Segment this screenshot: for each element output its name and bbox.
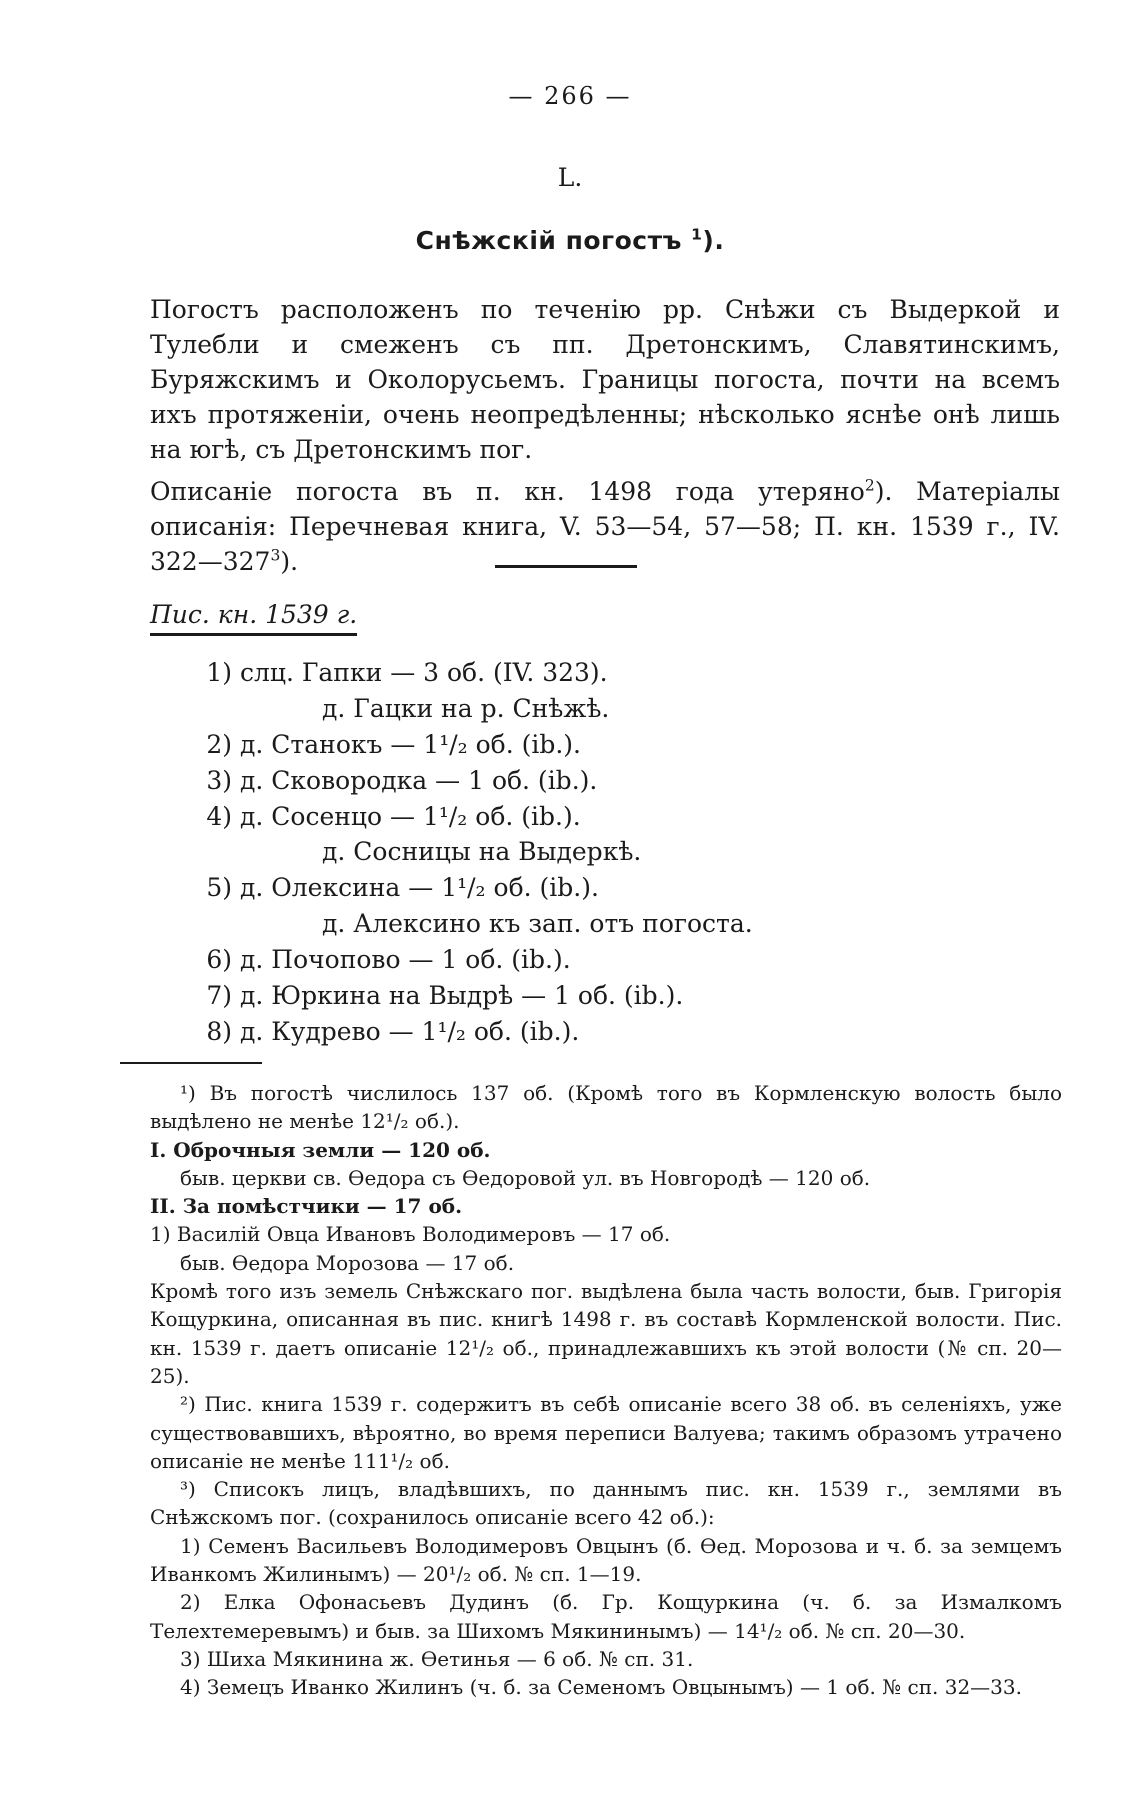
footnote-1-line: быв. церкви св. Өедора съ Өедоровой ул. въ Новгородѣ — 120 об. (180, 1165, 871, 1190)
footnote-1-heading-1 (150, 1136, 1062, 1164)
footnote-1-tail: Кромѣ того изъ земель Снѣжскаго пог. выдѣлена была часть волости, быв. Григорія Кощуркина, описанная въ пис. книгѣ 1498 г. въ составѣ Кормленской волости. Пис. кн. 1539 г. даетъ описаніе 12¹/₂ об., принадлежавшихъ къ этой волости (№ сп. 20—25). (150, 1279, 1062, 1388)
footnote-1-line: быв. Өедора Морозова — 17 об. (180, 1250, 515, 1275)
materials-note-mark: 2 (864, 476, 875, 495)
item-text: д. Кудрево — 1¹/₂ об. (ib.). (240, 1016, 580, 1046)
section-title (0, 226, 1140, 255)
materials-text-a: Описаніе погоста въ п. кн. 1498 года утеряно (150, 477, 865, 506)
footnote-3-item: 2) Елка Офонасьевъ Дудинъ (б. Гр. Кощуркина (ч. б. за Измалкомъ Телехтемеревымъ) и быв. за Шихомъ Мякининымъ) — 14¹/₂ об. № сп. 20—30. (150, 1590, 1062, 1643)
intro-text: Погостъ расположенъ по теченію рр. Снѣжи съ Выдеркой и Тулебли и смеженъ съ пп. Дретонскимъ, Славятинскимъ, Буряжскимъ и Околорусьемъ. Границы погоста, почти на всемъ ихъ протяженіи, очень неопредѣленны; нѣсколько яснѣе онѣ лишь на югѣ, съ Дретонскимъ пог. (150, 295, 1060, 464)
materials-text-b: ). Матеріалы описанія: Перечневая книга, V. 53—54, 57—58; П. кн. 1539 г., IV. 322—327 (150, 477, 1060, 576)
item-number: 8) (206, 1016, 232, 1046)
item-text: д. Олексина — 1¹/₂ об. (ib.). (240, 873, 599, 903)
list-item (150, 691, 1060, 727)
item-number: 6) (206, 945, 232, 975)
page-number: — 266 — (508, 82, 632, 110)
title-text: Снѣжскій погостъ (415, 226, 682, 255)
list-item (150, 834, 1060, 870)
footnote-3-item: 3) Шиха Мякинина ж. Өетинья — 6 об. № сп. 31. (180, 1646, 694, 1671)
list-item (150, 727, 1060, 763)
footnote-3-item: 4) Земецъ Иванко Жилинъ (ч. б. за Семеномъ Овцынымъ) — 1 об. № сп. 32—33. (180, 1675, 1022, 1700)
item-text: д. Сковородка — 1 об. (ib.). (240, 765, 598, 795)
item-text: д. Станокъ — 1¹/₂ об. (ib.). (240, 729, 582, 759)
footnote-heading-text: II. За помѣстчики — 17 об. (150, 1194, 463, 1219)
item-text: слц. Гапки — 3 об. (IV. 323). (240, 658, 608, 687)
item-text: д. Сосенцо — 1¹/₂ об. (ib.). (240, 801, 581, 831)
materials-note-mark-2: 3 (270, 546, 281, 565)
item-number: 2) (206, 729, 232, 759)
title-note-mark: 1 (691, 225, 703, 244)
settlement-list (150, 655, 1060, 1050)
list-item (150, 1014, 1060, 1050)
item-number: 5) (206, 873, 232, 903)
footnote-1: ¹) Въ погостѣ числилось 137 об. (Кромѣ того въ Кормленскую волость было выдѣлено не менѣе 12¹/₂ об.). (150, 1081, 1062, 1134)
item-number: 3) (206, 765, 232, 795)
item-text: д. Юркина на Выдрѣ — 1 об. (ib.). (240, 981, 684, 1011)
footnote-divider (120, 1062, 262, 1064)
list-item (150, 655, 1060, 691)
materials-text-c: ). (280, 547, 299, 576)
item-text: д. Почопово — 1 об. (ib.). (240, 945, 571, 975)
footnote-3-item: 1) Семенъ Васильевъ Володимеровъ Овцынъ (б. Өед. Морозова и ч. б. за земцемъ Иванкомъ Жилинымъ) — 20¹/₂ об. № сп. 1—19. (150, 1533, 1062, 1587)
item-number: 7) (206, 981, 232, 1011)
footnotes (150, 1079, 1062, 1702)
list-item (150, 978, 1060, 1014)
item-number: 4) (206, 801, 232, 831)
footnote-2: ²) Пис. книга 1539 г. содержитъ въ себѣ описаніе всего 38 об. въ селеніяхъ, уже существовавшихъ, вѣроятно, во время переписи Валуева; такимъ образомъ утрачено описаніе не менѣе 111¹/₂ об. (150, 1392, 1062, 1473)
section-divider (495, 565, 637, 568)
subheading: Пис. кн. 1539 г. (150, 600, 357, 636)
intro-paragraph (150, 292, 1060, 467)
footnote-1-line: 1) Василій Овца Ивановъ Володимеровъ — 17 об. (150, 1222, 671, 1247)
list-item (150, 942, 1060, 978)
title-close: ). (702, 226, 725, 255)
list-item (150, 763, 1060, 799)
footnote-3: ³) Списокъ лицъ, владѣвшихъ, по даннымъ пис. кн. 1539 г., землями въ Снѣжскомъ пог. (сохранилось описаніе всего 42 об.): (150, 1477, 1062, 1530)
item-text: д. Алексино къ зап. отъ погоста. (322, 909, 753, 939)
list-item (150, 870, 1060, 906)
materials-paragraph (150, 474, 1060, 579)
footnote-1-heading-2 (150, 1192, 1062, 1220)
list-item (150, 799, 1060, 835)
item-text: д. Сосницы на Выдеркѣ. (322, 837, 642, 867)
footnote-heading-text: I. Оброчныя земли — 120 об. (150, 1137, 491, 1162)
list-item (150, 906, 1060, 942)
item-number: 1) (206, 658, 232, 687)
item-text: д. Гацки на р. Снѣжѣ. (322, 693, 610, 723)
section-letter: L. (557, 163, 583, 192)
